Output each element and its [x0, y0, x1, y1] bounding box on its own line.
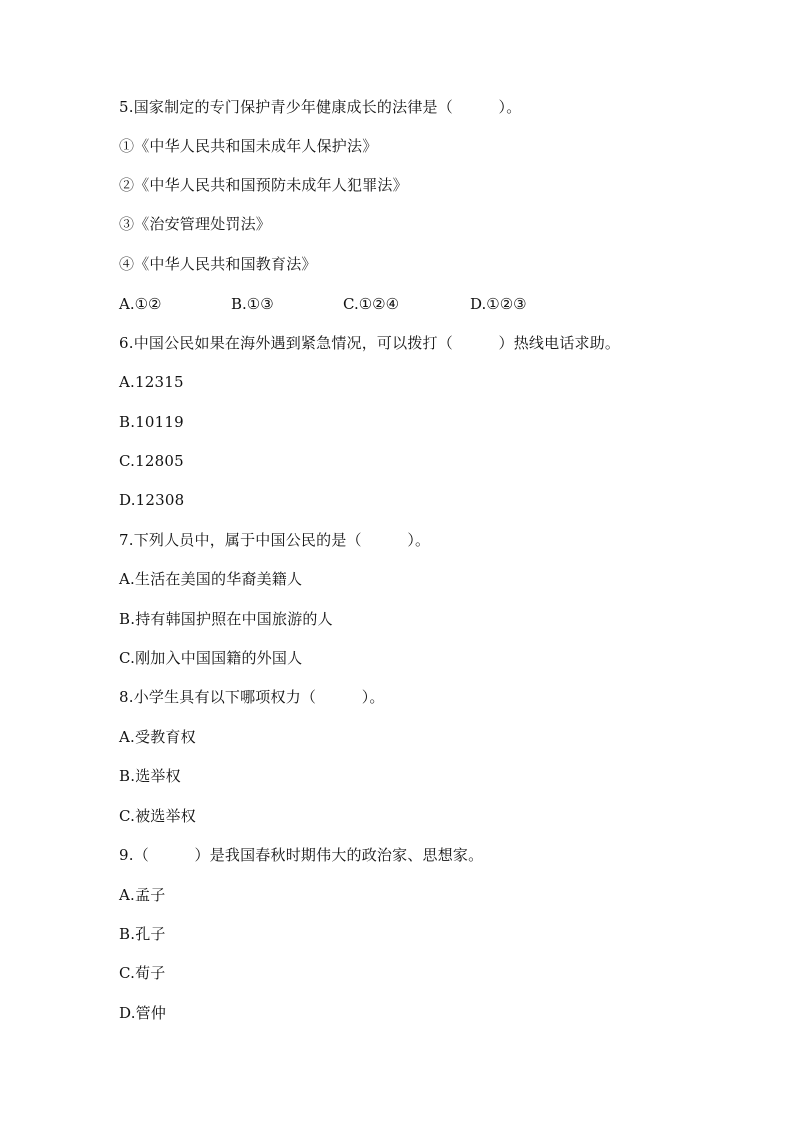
question-5-statement-3: ③《治安管理处罚法》	[119, 215, 272, 233]
question-9-option-a: A.孟子	[119, 886, 166, 904]
question-5-option-b: B.①③	[231, 295, 274, 313]
question-5-option-c: C.①②④	[343, 295, 400, 313]
question-8-option-a: A.受教育权	[119, 728, 196, 746]
question-8-stem: 8.小学生具有以下哪项权力（ ）。	[119, 688, 385, 706]
question-6-option-d: D.12308	[119, 491, 185, 509]
question-5-statement-1: ①《中华人民共和国未成年人保护法》	[119, 137, 378, 155]
question-6-option-b: B.10119	[119, 413, 184, 431]
question-6-option-a: A.12315	[119, 373, 184, 391]
question-7-stem: 7.下列人员中，属于中国公民的是（ ）。	[119, 531, 431, 549]
question-9-option-c: C.荀子	[119, 964, 166, 982]
question-7-option-c: C.刚加入中国国籍的外国人	[119, 649, 303, 667]
question-5-statement-4: ④《中华人民共和国教育法》	[119, 255, 317, 273]
question-7-option-b: B.持有韩国护照在中国旅游的人	[119, 610, 333, 628]
question-6-option-c: C.12805	[119, 452, 184, 470]
question-8-option-c: C.被选举权	[119, 807, 196, 825]
question-5-options	[119, 293, 679, 315]
question-9-option-d: D.管仲	[119, 1004, 167, 1022]
question-5-option-d: D.①②③	[470, 295, 527, 313]
question-9-option-b: B.孔子	[119, 925, 166, 943]
question-9-stem: 9.（ ）是我国春秋时期伟大的政治家、思想家。	[119, 846, 484, 864]
question-8-option-b: B.选举权	[119, 767, 181, 785]
question-5-statement-2: ②《中华人民共和国预防未成年人犯罪法》	[119, 176, 408, 194]
question-5-option-a: A.①②	[119, 295, 162, 313]
question-6-stem: 6.中国公民如果在海外遇到紧急情况，可以拨打（ ）热线电话求助。	[119, 334, 621, 352]
question-5-stem: 5.国家制定的专门保护青少年健康成长的法律是（ ）。	[119, 98, 522, 116]
question-7-option-a: A.生活在美国的华裔美籍人	[119, 570, 303, 588]
